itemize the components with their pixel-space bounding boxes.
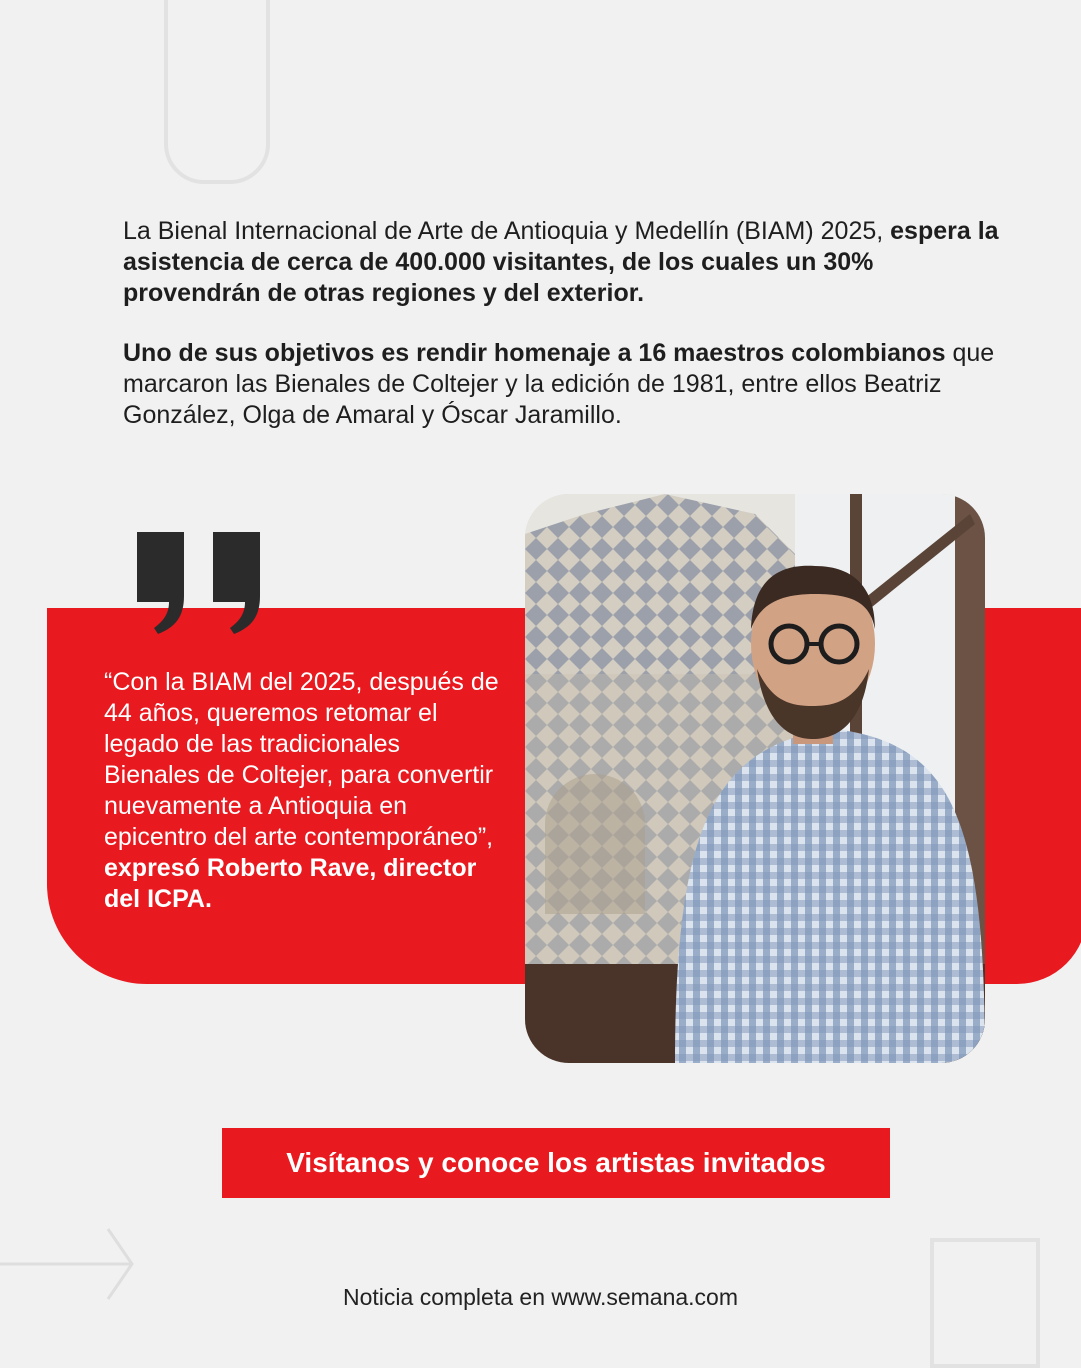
portrait-photo (525, 494, 985, 1063)
intro-p1-bold: espera la asistencia de cerca de 400.000 visitantes, de los cuales un 30% provendrán de otras regiones y del exterior. (123, 217, 999, 307)
intro-p1-regular: La Bienal Internacional de Arte de Antioquia y Medellín (BIAM) 2025, (123, 217, 884, 245)
closing-quote-icon (134, 530, 264, 636)
intro-paragraph-2 (123, 338, 1003, 431)
quote-text (104, 667, 499, 915)
intro-p2-bold: Uno de sus objetivos es rendir homenaje a 16 maestros colombianos (123, 339, 946, 367)
quote-body: “Con la BIAM del 2025, después de 44 años, queremos retomar el legado de las tradicionales Bienales de Coltejer, para convertir nuevamente a Antioquia en epicentro del arte contemporáneo”, (104, 668, 499, 851)
portrait-illustration (525, 494, 985, 1063)
intro-paragraph-1 (123, 216, 1003, 309)
footer-source-text: Noticia completa en www.semana.com (343, 1284, 738, 1310)
decorative-pill-outline (164, 0, 270, 184)
quote-attribution: expresó Roberto Rave, director del ICPA. (104, 854, 477, 913)
visit-artists-button[interactable]: Visítanos y conoce los artistas invitados (222, 1128, 890, 1198)
intro-text (123, 216, 1003, 460)
intro-p2-regular: que marcaron las Bienales de Coltejer y la edición de 1981, entre ellos Beatriz González, Olga de Amaral y Óscar Jaramillo. (123, 339, 995, 429)
